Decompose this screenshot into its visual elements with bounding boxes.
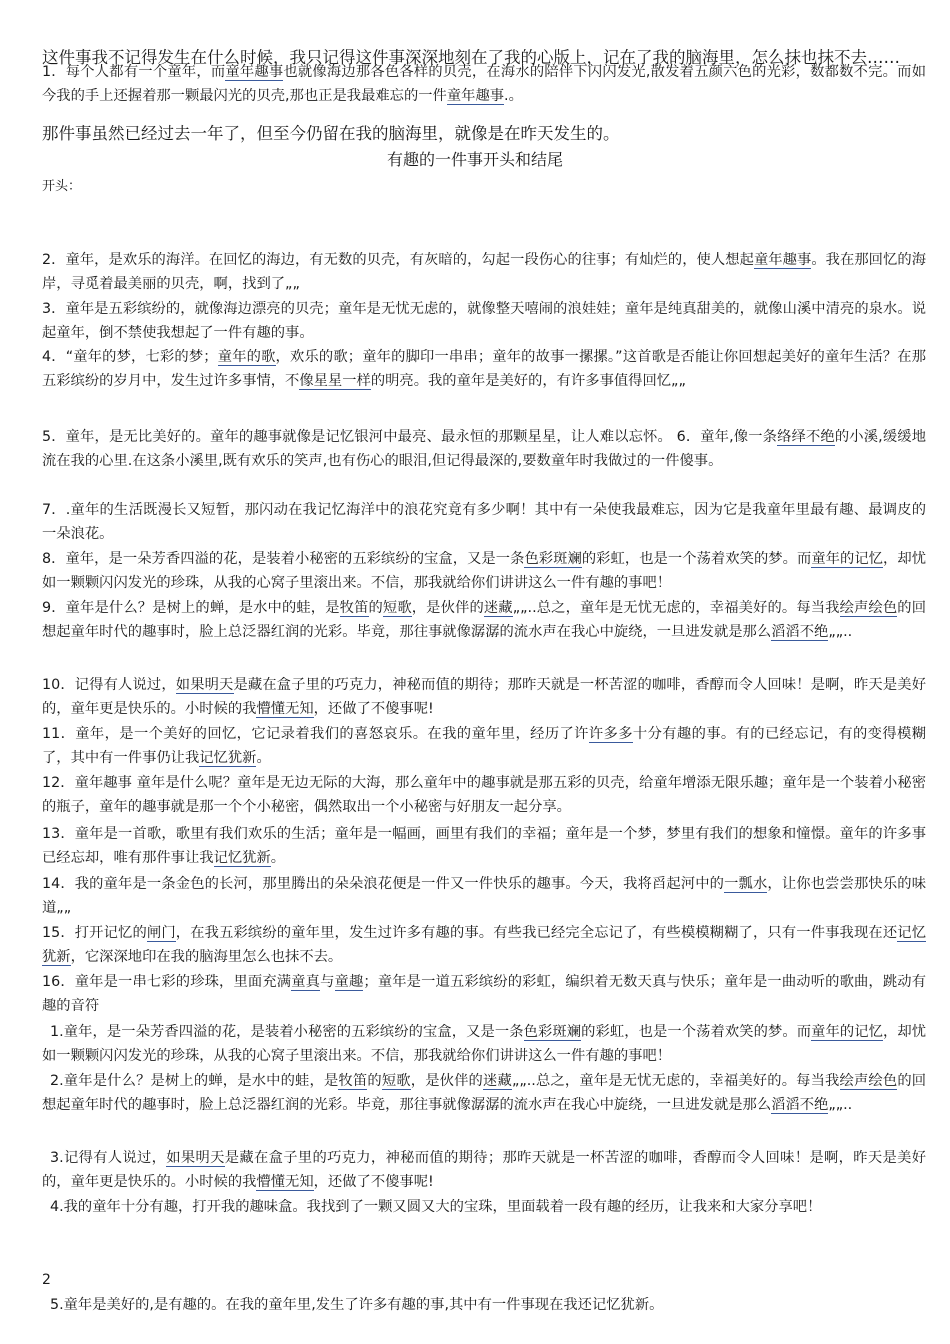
list-item: 14．我的童年是一条金色的长河，那里腾出的朵朵浪花便是一件又一件快乐的趣事。今天，我将舀起河中的一瓢水，让你也尝尝那快乐的味道„„ [42,876,927,917]
underlined-phrase: 童年趣事 [446,88,505,105]
list-item: 4．“童年的梦，七彩的梦；童年的歌，欢乐的歌；童年的脚印一串串；童年的故事一摞摞。”这首歌是否能让你回想起美好的童年生活？在那五彩缤纷的岁月中，发生过许多事情，不像星星一样的明亮。我的童年是美好的，有许多事值得回忆„„ [42,349,926,390]
underlined-phrase: 络绎不绝 [777,429,835,445]
underlined-phrase: 记忆犹新 [199,750,257,767]
intro-paragraph-1: 这件事我不记得发生在什么时候，我只记得这件事深深地刻在了我的心版上，记在了我的脑海里，怎么抹也抹不去…… [42,48,900,67]
underlined-phrase: 童年的记忆 [811,1024,883,1040]
underlined-phrase: 如果明天 [166,1150,225,1166]
underlined-phrase: 牧笛 [338,1073,368,1089]
list-item: 11．童年，是一个美好的回忆，它记录着我们的喜怒哀乐。在我的童年里，经历了许许多多十分有趣的事。有的已经忘记，有的变得模糊了，其中有一件事仍让我记忆犹新。 [42,726,927,767]
list-item: 16．童年是一串七彩的珍珠，里面充满童真与童趣；童年是一道五彩缤纷的彩虹，编织着无数天真与快乐；童年是一曲动听的歌曲，跳动有趣的音符 [42,974,927,1015]
page-title: 有趣的一件事开头和结尾 [386,150,563,169]
underlined-phrase: 迷藏 [483,600,513,616]
list-item: 5.童年是美好的,是有趣的。在我的童年里,发生了许多有趣的事,其中有一件事现在我还记忆犹新。 [50,1297,664,1313]
underlined-phrase: 童年趣事 [753,252,812,268]
underlined-phrase: 短歌 [381,1073,411,1089]
list-item: 10．记得有人说过，如果明天是藏在盒子里的巧克力，神秘而值的期待；那昨天就是一杯苦涩的咖啡，香醇而令人回味！是啊，昨天是美好的，童年更是快乐的。小时候的我懵懂无知，还做了不傻事呢! [42,677,926,718]
list-item: 13．童年是一首歌，歌里有我们欢乐的生活；童年是一幅画，画里有我们的幸福；童年是一个梦，梦里有我们的想象和憧憬。童年的许多事已经忘却，唯有那件事让我记忆犹新。 [42,826,926,867]
list-item: 1．每个人都有一个童年，而童年趣事也就像海边那各色各样的贝壳，在海水的陪伴下闪闪发光,散发着五颜六色的光彩，数都数不完。而如今我的手上还握着那一颗最闪光的贝壳,那也正是我最难忘的一件童年趣事.。 [42,64,926,105]
list-item: 8．童年，是一朵芳香四溢的花，是装着小秘密的五彩缤纷的宝盒，又是一条色彩斑斓的彩虹，也是一个荡着欢笑的梦。而童年的记忆，却忧如一颗颗闪闪发光的珍珠，从我的心窝子里滚出来。不信，那我就给你们讲讲这么一件有趣的事吧！ [42,551,927,592]
underlined-phrase: 短歌 [382,600,412,616]
underlined-phrase: 滔滔不绝 [771,624,829,641]
underlined-phrase: 童年的记忆 [811,551,884,567]
underlined-phrase: 如果明天 [175,677,234,693]
list-item: 2．童年，是欢乐的海洋。在回忆的海边，有无数的贝壳，有灰暗的，勾起一段伤心的往事；有灿烂的，使人想起童年趣事。我在那回忆的海岸，寻觅着最美丽的贝壳，啊，找到了„„ [42,252,927,293]
list-item: 3.记得有人说过，如果明天是藏在盒子里的巧克力，神秘而值的期待；那昨天就是一杯苦涩的咖啡，香醇而令人回味！是啊，昨天是美好的，童年更是快乐的。小时候的我懵懂无知，还做了不傻事呢! [42,1150,927,1191]
underlined-phrase: 色彩斑斓 [523,1024,582,1040]
underlined-phrase: 童趣 [334,974,364,990]
list-item: 5．童年，是无比美好的。童年的趣事就像是记忆银河中最亮、最永恒的那颗星星，让人难以忘怀。 6．童年,像一条络绎不绝的小溪,缓缓地流在我的心里.在这条小溪里,既有欢乐的笑声,也有伤心的眼泪,但记得最深的,要数童年时我做过的一件傻事。 [42,429,927,470]
list-item: 3．童年是五彩缤纷的，就像海边漂亮的贝壳；童年是无忧无虑的，就像整天嘻闹的浪娃娃；童年是纯真甜美的，就像山溪中清亮的泉水。说起童年，倒不禁使我想起了一件有趣的事。 [42,301,926,342]
list-item: 9．童年是什么？是树上的蝉，是水中的蛙，是牧笛的短歌，是伙伴的迷藏„„..总之，童年是无忧无虑的，幸福美好的。每当我绘声绘色的回想起童年时代的趣事时，脸上总泛器红润的光彩。毕竟，那往事就像潺潺的流水声在我心中旋绕，一旦进发就是那么滔滔不绝„„.. [42,600,927,641]
list-item: 12．童年趣事 童年是什么呢？童年是无边无际的大海，那么童年中的趣事就是那五彩的贝壳，给童年增添无限乐趣；童年是一个装着小秘密的瓶子，童年的趣事就是那一个个小秘密，偶然取出一个小秘密与好朋友一起分享。 [42,775,926,816]
underlined-phrase: 牧笛 [339,600,369,616]
underlined-phrase: 童真 [291,974,321,990]
list-item: 15．打开记忆的闸门，在我五彩缤纷的童年里，发生过许多有趣的事。有些我已经完全忘记了，有些模模糊糊了，只有一件事我现在还记忆犹新，它深深地印在我的脑海里怎么也抹不去。 [42,925,927,966]
list-item: 7．.童年的生活既漫长又短暂，那闪动在我记忆海洋中的浪花究竟有多少啊！其中有一朵使我最难忘，因为它是我童年里最有趣、最调皮的一朵浪花。 [42,502,926,543]
page-number: 2 [42,1272,51,1288]
underlined-phrase: 闸门 [146,925,176,941]
underlined-phrase: 一瓢水 [724,876,768,892]
list-item: 1.童年，是一朵芳香四溢的花，是装着小秘密的五彩缤纷的宝盒，又是一条色彩斑斓的彩虹，也是一个荡着欢笑的梦。而童年的记忆，却忧如一颗颗闪闪发光的珍珠，从我的心窝子里滚出来。不信，那我就给你们讲讲这么一件有趣的事吧！ [42,1024,927,1065]
intro-paragraph-2: 那件事虽然已经过去一年了，但至今仍留在我的脑海里，就像是在昨天发生的。 [42,124,620,143]
underlined-phrase: 童年趣事 [225,64,284,80]
underlined-phrase: 童年的歌 [217,349,276,365]
underlined-phrase: 记忆犹新 [42,925,927,966]
underlined-phrase: 像星星一样 [299,373,371,390]
list-item: 2.童年是什么？是树上的蝉，是水中的蛙，是牧笛的短歌，是伙伴的迷藏„„..总之，童年是无忧无虑的，幸福美好的。每当我绘声绘色的回想起童年时代的趣事时，脸上总泛器红润的光彩。毕竟，那往事就像潺潺的流水声在我心中旋绕，一旦进发就是那么滔滔不绝„„.. [42,1073,927,1114]
underlined-phrase: 迷藏 [483,1073,512,1089]
underlined-phrase: 懵懂无知 [256,1174,314,1191]
underlined-phrase: 绘声绘色 [839,600,898,616]
section-label: 开头： [42,179,82,194]
underlined-phrase: 许多多 [588,726,633,742]
underlined-phrase: 滔滔不绝 [771,1097,829,1114]
underlined-phrase: 记忆犹新 [213,850,271,867]
list-item: 4.我的童年十分有趣，打开我的趣味盒。我找到了一颗又圆又大的宝珠，里面载着一段有趣的经历，让我来和大家分享吧！ [50,1199,822,1215]
underlined-phrase: 绘声绘色 [839,1073,898,1089]
underlined-phrase: 色彩斑斓 [524,551,582,567]
underlined-phrase: 懵懂无知 [256,701,314,718]
